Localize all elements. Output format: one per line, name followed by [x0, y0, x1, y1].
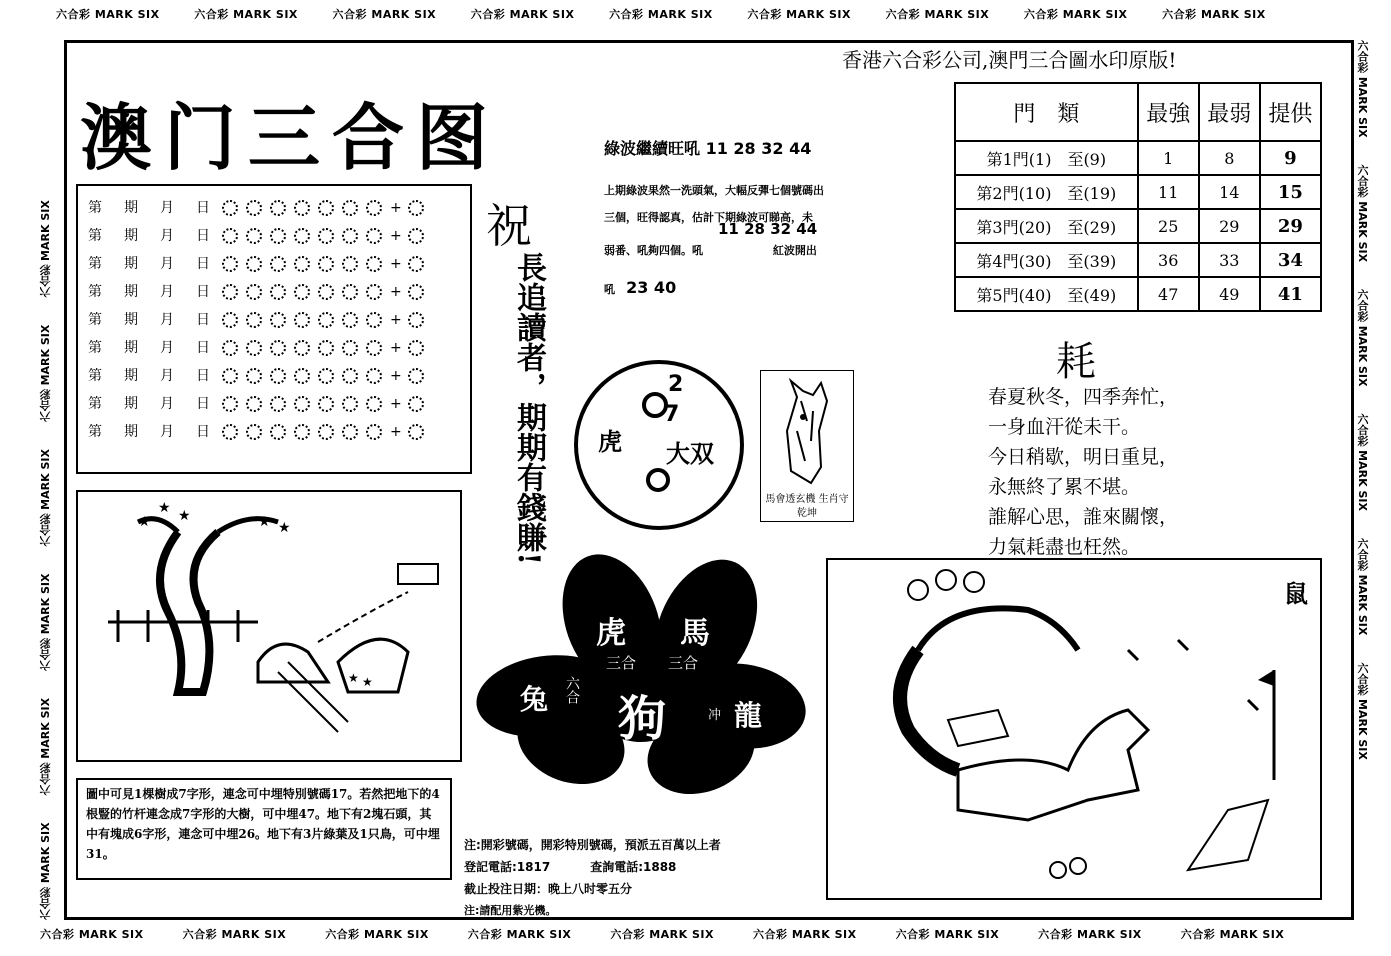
brand-text: MARK SIX [509, 8, 575, 21]
blessing-big: 祝 [486, 199, 532, 253]
notice-register-phone: 登記電話:1817 [464, 860, 551, 874]
number-circle[interactable] [366, 396, 382, 412]
table-row [955, 243, 1321, 277]
green-wave-section [604, 136, 884, 303]
poem-line: 誰解心思，誰來關懷， [988, 506, 1179, 528]
number-circle[interactable] [318, 200, 334, 216]
notice-deadline: 截止投注日期：晚上八时零五分 [464, 882, 633, 896]
notice-line4: 注:請配用紫光機。 [464, 904, 557, 917]
green-wave-line1: 上期綠波果然一洗頭氣，大幅反彈七個號碼出 [604, 184, 824, 197]
flower-dog: 狗 [618, 691, 667, 747]
brand-text: MARK SIX [647, 8, 713, 21]
flower-rabbit: 兔 [520, 683, 549, 716]
grid-label: 期 [124, 228, 138, 244]
door-strong: 36 [1138, 243, 1199, 277]
tree-scene [76, 490, 462, 762]
svg-text:★: ★ [178, 508, 191, 524]
number-circle[interactable] [222, 312, 238, 328]
number-circle[interactable] [246, 424, 262, 440]
brand-text: MARK SIX [39, 697, 52, 759]
grid-label: 期 [124, 368, 138, 384]
number-circle[interactable] [366, 228, 382, 244]
brand-text: MARK SIX [1200, 8, 1266, 21]
bottom-border-strip [40, 926, 1350, 942]
number-circle[interactable] [318, 340, 334, 356]
brand-text: MARK SIX [786, 8, 851, 21]
door-strong: 1 [1138, 141, 1199, 175]
logo-text: 六合彩 [895, 928, 931, 941]
logo-text: 六合彩 [39, 762, 52, 796]
left-border-strip [38, 20, 54, 920]
number-circle[interactable] [222, 424, 238, 440]
green-wave-line4-numbers: 23 40 [626, 278, 677, 297]
door-weak: 14 [1199, 175, 1260, 209]
brand-text: MARK SIX [924, 8, 990, 21]
notice-inquiry-phone: 查詢電話:1888 [590, 860, 677, 874]
number-circle[interactable] [342, 200, 358, 216]
grid-label: 日 [196, 228, 210, 244]
number-circle[interactable] [294, 256, 310, 272]
svg-text:★: ★ [348, 671, 359, 685]
grid-row [88, 390, 460, 418]
table-row [955, 209, 1321, 243]
logo-text: 六合彩 [1180, 928, 1216, 941]
grid-row [88, 222, 460, 250]
grid-row [88, 334, 460, 362]
flower-chong: 冲 [708, 708, 722, 723]
number-circle[interactable] [222, 228, 238, 244]
hint-num-top: 2 [668, 372, 684, 397]
logo-text: 六合彩 [40, 928, 75, 941]
logo-text: 六合彩 [1356, 413, 1369, 447]
horse-card [760, 370, 854, 522]
logo-text: 六合彩 [194, 8, 229, 21]
number-circle[interactable] [222, 340, 238, 356]
plus-icon: + [390, 340, 402, 356]
plus-icon: + [390, 284, 402, 300]
number-circle[interactable] [270, 284, 286, 300]
number-circle[interactable] [222, 396, 238, 412]
brand-text: MARK SIX [1062, 8, 1128, 21]
horse-scene [826, 558, 1322, 900]
number-circle[interactable] [294, 228, 310, 244]
brand-text: MARK SIX [1219, 928, 1285, 941]
grid-label: 期 [124, 284, 138, 300]
number-circle[interactable] [270, 396, 286, 412]
brand-text: MARK SIX [78, 928, 144, 941]
number-circle[interactable] [366, 368, 382, 384]
grid-label: 期 [124, 396, 138, 412]
logo-text: 六合彩 [56, 8, 91, 21]
green-wave-numbers: 11 28 32 44 [718, 220, 818, 238]
number-circle[interactable] [342, 424, 358, 440]
door-weak: 29 [1199, 209, 1260, 243]
grid-label: 日 [196, 312, 210, 328]
poem-line: 力氣耗盡也枉然。 [988, 536, 1141, 558]
grid-label: 期 [124, 312, 138, 328]
number-circle[interactable] [270, 312, 286, 328]
doors-header-row [955, 83, 1321, 141]
plus-icon: + [390, 200, 402, 216]
plus-icon: + [390, 396, 402, 412]
number-circle[interactable] [318, 228, 334, 244]
logo-text: 六合彩 [752, 928, 788, 941]
brand-text: MARK SIX [934, 928, 1000, 941]
header-note: 香港六合彩公司,澳門三合圖水印原版! [842, 48, 1177, 72]
grid-label: 第 [88, 284, 102, 300]
flower-horse: 馬 [680, 616, 710, 651]
grid-label: 月 [160, 340, 174, 356]
number-circle[interactable] [342, 396, 358, 412]
poem-title: 耗 [1056, 339, 1096, 385]
svg-text:★: ★ [158, 500, 171, 516]
number-circle[interactable] [366, 256, 382, 272]
horse-caption: 馬會透玄機 生肖守乾坤 [765, 494, 849, 519]
blessing-text: 長追讀者，期期有錢賺! [511, 252, 546, 566]
brand-text: MARK SIX [1356, 574, 1369, 636]
brand-text: MARK SIX [1077, 928, 1142, 941]
results-grid [76, 184, 472, 474]
flower-sanhe-left: 三合 [606, 654, 637, 672]
svg-text:★: ★ [362, 675, 373, 689]
number-circle[interactable] [246, 396, 262, 412]
number-circle[interactable] [246, 340, 262, 356]
number-circle[interactable] [318, 368, 334, 384]
brand-text: MARK SIX [364, 928, 429, 941]
brand-text: MARK SIX [649, 928, 714, 941]
logo-text: 六合彩 [467, 928, 503, 941]
flower-dragon: 龍 [734, 699, 763, 732]
door-label: 第1門(1) 至(9) [955, 141, 1138, 175]
grid-label: 期 [124, 256, 138, 272]
special-number-circle[interactable] [408, 256, 424, 272]
grid-row [88, 418, 460, 446]
logo-text: 六合彩 [609, 8, 644, 21]
grid-row [88, 194, 460, 222]
door-strong: 11 [1138, 175, 1199, 209]
number-circle[interactable] [342, 228, 358, 244]
grid-row [88, 306, 460, 334]
logo-text: 六合彩 [1356, 164, 1369, 198]
brand-text: MARK SIX [39, 573, 52, 635]
grid-label: 月 [160, 368, 174, 384]
table-row [955, 277, 1321, 311]
door-give: 41 [1260, 277, 1321, 311]
number-circle[interactable] [270, 368, 286, 384]
tree-scene-icon [78, 492, 460, 760]
number-circle[interactable] [318, 256, 334, 272]
special-number-circle[interactable] [408, 312, 424, 328]
special-number-circle[interactable] [408, 284, 424, 300]
grid-label: 月 [160, 228, 174, 244]
green-wave-line3: 弱番、吼夠四個。吼 [604, 244, 703, 257]
red-wave-note: 紅波開出 [772, 244, 817, 257]
logo-text: 六合彩 [39, 264, 52, 298]
number-circle[interactable] [318, 312, 334, 328]
grid-label: 第 [88, 228, 102, 244]
number-circle[interactable] [270, 424, 286, 440]
grid-label: 日 [196, 284, 210, 300]
grid-label: 日 [196, 396, 210, 412]
brand-text: MARK SIX [39, 822, 52, 884]
puzzle-text: 圖中可見1棵樹成7字形，連念可中埋特別號碼17。若然把地下的4根豎的竹杆連念成7字形的大樹，可中埋47。地下有2塊石頭，其中有塊成6字形，連念可中埋26。地下有3片綠葉及1只鳥，可中埋31。 [76, 778, 452, 880]
rat-label: 鼠 [1284, 580, 1308, 608]
svg-text:★: ★ [258, 514, 271, 530]
number-circle[interactable] [270, 256, 286, 272]
number-circle[interactable] [222, 200, 238, 216]
number-circle[interactable] [318, 284, 334, 300]
special-number-circle[interactable] [408, 424, 424, 440]
notice [464, 834, 721, 922]
circle-hint [574, 360, 744, 530]
door-label: 第2門(10) 至(19) [955, 175, 1138, 209]
number-circle[interactable] [294, 396, 310, 412]
brand-text: MARK SIX [94, 8, 160, 21]
top-border-strip [56, 6, 1356, 22]
table-row [955, 175, 1321, 209]
grid-label: 月 [160, 312, 174, 328]
grid-label: 日 [196, 200, 210, 216]
number-circle[interactable] [366, 340, 382, 356]
brand-text: MARK SIX [506, 928, 572, 941]
brand-text: MARK SIX [1356, 450, 1369, 511]
poem-line: 永無終了累不堪。 [988, 476, 1141, 498]
green-wave-heading: 綠波繼續旺吼 11 28 32 44 [604, 139, 812, 158]
number-circle[interactable] [366, 312, 382, 328]
logo-text: 六合彩 [610, 928, 645, 941]
hint-num-mid: 7 [664, 402, 680, 427]
logo-text: 六合彩 [39, 887, 52, 920]
number-circle[interactable] [270, 340, 286, 356]
plus-icon: + [390, 256, 402, 272]
number-circle[interactable] [246, 256, 262, 272]
logo-text: 六合彩 [470, 8, 506, 21]
special-number-circle[interactable] [408, 228, 424, 244]
number-circle[interactable] [294, 312, 310, 328]
logo-text: 六合彩 [1356, 40, 1369, 73]
brand-text: MARK SIX [1356, 699, 1369, 760]
grid-row [88, 278, 460, 306]
number-circle[interactable] [318, 396, 334, 412]
logo-text: 六合彩 [39, 389, 52, 423]
number-circle[interactable] [294, 284, 310, 300]
poem-line: 一身血汗從未干。 [988, 416, 1141, 438]
logo-text: 六合彩 [182, 928, 218, 941]
horse-head-icon [761, 371, 853, 489]
grid-label: 第 [88, 200, 102, 216]
poem-line: 春夏秋冬，四季奔忙， [988, 386, 1179, 408]
door-give: 15 [1260, 175, 1321, 209]
door-give: 9 [1260, 141, 1321, 175]
grid-label: 月 [160, 284, 174, 300]
door-weak: 49 [1199, 277, 1260, 311]
svg-text:★: ★ [278, 520, 291, 536]
grid-label: 日 [196, 340, 210, 356]
grid-label: 期 [124, 340, 138, 356]
number-circle[interactable] [342, 256, 358, 272]
logo-text: 六合彩 [1356, 662, 1369, 696]
header-door-type: 門 類 [955, 83, 1138, 141]
green-wave-line2: 三個，旺得認真，估計下期綠波可睇高，未 [604, 211, 813, 224]
grid-label: 期 [124, 200, 138, 216]
svg-text:★: ★ [138, 514, 151, 530]
number-circle[interactable] [246, 200, 262, 216]
flower-sanhe-right: 三合 [668, 654, 699, 672]
brand-text: MARK SIX [791, 928, 857, 941]
number-circle[interactable] [246, 368, 262, 384]
header-provide: 提供 [1260, 83, 1321, 141]
grid-label: 第 [88, 312, 102, 328]
grid-label: 日 [196, 256, 210, 272]
header-strongest: 最強 [1138, 83, 1199, 141]
door-weak: 33 [1199, 243, 1260, 277]
logo-text: 六合彩 [885, 8, 921, 21]
doors-table [954, 82, 1322, 312]
brand-text: MARK SIX [371, 8, 437, 21]
brand-text: MARK SIX [1356, 76, 1369, 138]
ring-icon [646, 468, 670, 492]
plus-icon: + [390, 424, 402, 440]
flower-liuhe: 六合 [564, 676, 580, 704]
door-label: 第5門(40) 至(49) [955, 277, 1138, 311]
brand-text: MARK SIX [39, 200, 52, 261]
logo-text: 六合彩 [1162, 8, 1197, 21]
number-circle[interactable] [294, 340, 310, 356]
number-circle[interactable] [342, 368, 358, 384]
green-wave-line4-prefix: 吼 [604, 283, 615, 296]
number-circle[interactable] [342, 312, 358, 328]
logo-text: 六合彩 [39, 638, 52, 672]
grid-label: 第 [88, 424, 102, 440]
hint-animal: 虎 [598, 428, 622, 456]
logo-text: 六合彩 [325, 928, 360, 941]
number-circle[interactable] [294, 200, 310, 216]
poem-line: 今日稍歇，明日重見， [988, 446, 1179, 468]
grid-label: 月 [160, 200, 174, 216]
number-circle[interactable] [366, 424, 382, 440]
brand-text: MARK SIX [233, 8, 298, 21]
logo-text: 六合彩 [1356, 288, 1369, 322]
logo-text: 六合彩 [1038, 928, 1073, 941]
door-weak: 8 [1199, 141, 1260, 175]
grid-rows [88, 194, 460, 446]
door-strong: 25 [1138, 209, 1199, 243]
number-circle[interactable] [366, 284, 382, 300]
grid-label: 第 [88, 368, 102, 384]
header-weakest: 最弱 [1199, 83, 1260, 141]
hint-label: 大双 [666, 440, 714, 468]
number-circle[interactable] [222, 284, 238, 300]
number-circle[interactable] [318, 424, 334, 440]
table-row [955, 141, 1321, 175]
grid-label: 第 [88, 340, 102, 356]
number-circle[interactable] [246, 284, 262, 300]
brand-text: MARK SIX [221, 928, 287, 941]
number-circle[interactable] [294, 424, 310, 440]
number-circle[interactable] [270, 228, 286, 244]
logo-text: 六合彩 [332, 8, 368, 21]
number-circle[interactable] [342, 340, 358, 356]
special-number-circle[interactable] [408, 396, 424, 412]
zodiac-flower [476, 552, 806, 792]
flower-tiger: 虎 [596, 616, 626, 651]
number-circle[interactable] [294, 368, 310, 384]
brand-text: MARK SIX [1356, 201, 1369, 263]
logo-text: 六合彩 [39, 513, 52, 547]
brand-text: MARK SIX [1356, 325, 1369, 387]
grid-label: 第 [88, 256, 102, 272]
number-circle[interactable] [246, 312, 262, 328]
brand-text: MARK SIX [39, 449, 52, 510]
special-number-circle[interactable] [408, 368, 424, 384]
number-circle[interactable] [222, 368, 238, 384]
special-number-circle[interactable] [408, 340, 424, 356]
logo-text: 六合彩 [747, 8, 782, 21]
number-circle[interactable] [366, 200, 382, 216]
door-label: 第4門(30) 至(39) [955, 243, 1138, 277]
door-strong: 47 [1138, 277, 1199, 311]
grid-label: 月 [160, 424, 174, 440]
right-border-strip [1354, 40, 1370, 920]
plus-icon: + [390, 368, 402, 384]
number-circle[interactable] [246, 228, 262, 244]
grid-label: 日 [196, 368, 210, 384]
grid-label: 日 [196, 424, 210, 440]
horse-scene-icon [828, 560, 1320, 898]
poem [988, 382, 1178, 562]
plus-icon: + [390, 228, 402, 244]
grid-row [88, 250, 460, 278]
logo-text: 六合彩 [1023, 8, 1059, 21]
notice-line1: 注:開彩號碼，開彩特別號碼，預派五百萬以上者 [464, 838, 721, 852]
door-label: 第3門(20) 至(29) [955, 209, 1138, 243]
grid-label: 期 [124, 424, 138, 440]
number-circle[interactable] [222, 256, 238, 272]
number-circle[interactable] [342, 284, 358, 300]
number-circle[interactable] [270, 200, 286, 216]
grid-row [88, 362, 460, 390]
door-give: 29 [1260, 209, 1321, 243]
page-title: 澳门三合图 [80, 95, 501, 180]
logo-text: 六合彩 [1356, 537, 1369, 571]
grid-label: 月 [160, 396, 174, 412]
brand-text: MARK SIX [39, 324, 52, 386]
grid-label: 第 [88, 396, 102, 412]
door-give: 34 [1260, 243, 1321, 277]
plus-icon: + [390, 312, 402, 328]
special-number-circle[interactable] [408, 200, 424, 216]
grid-label: 月 [160, 256, 174, 272]
